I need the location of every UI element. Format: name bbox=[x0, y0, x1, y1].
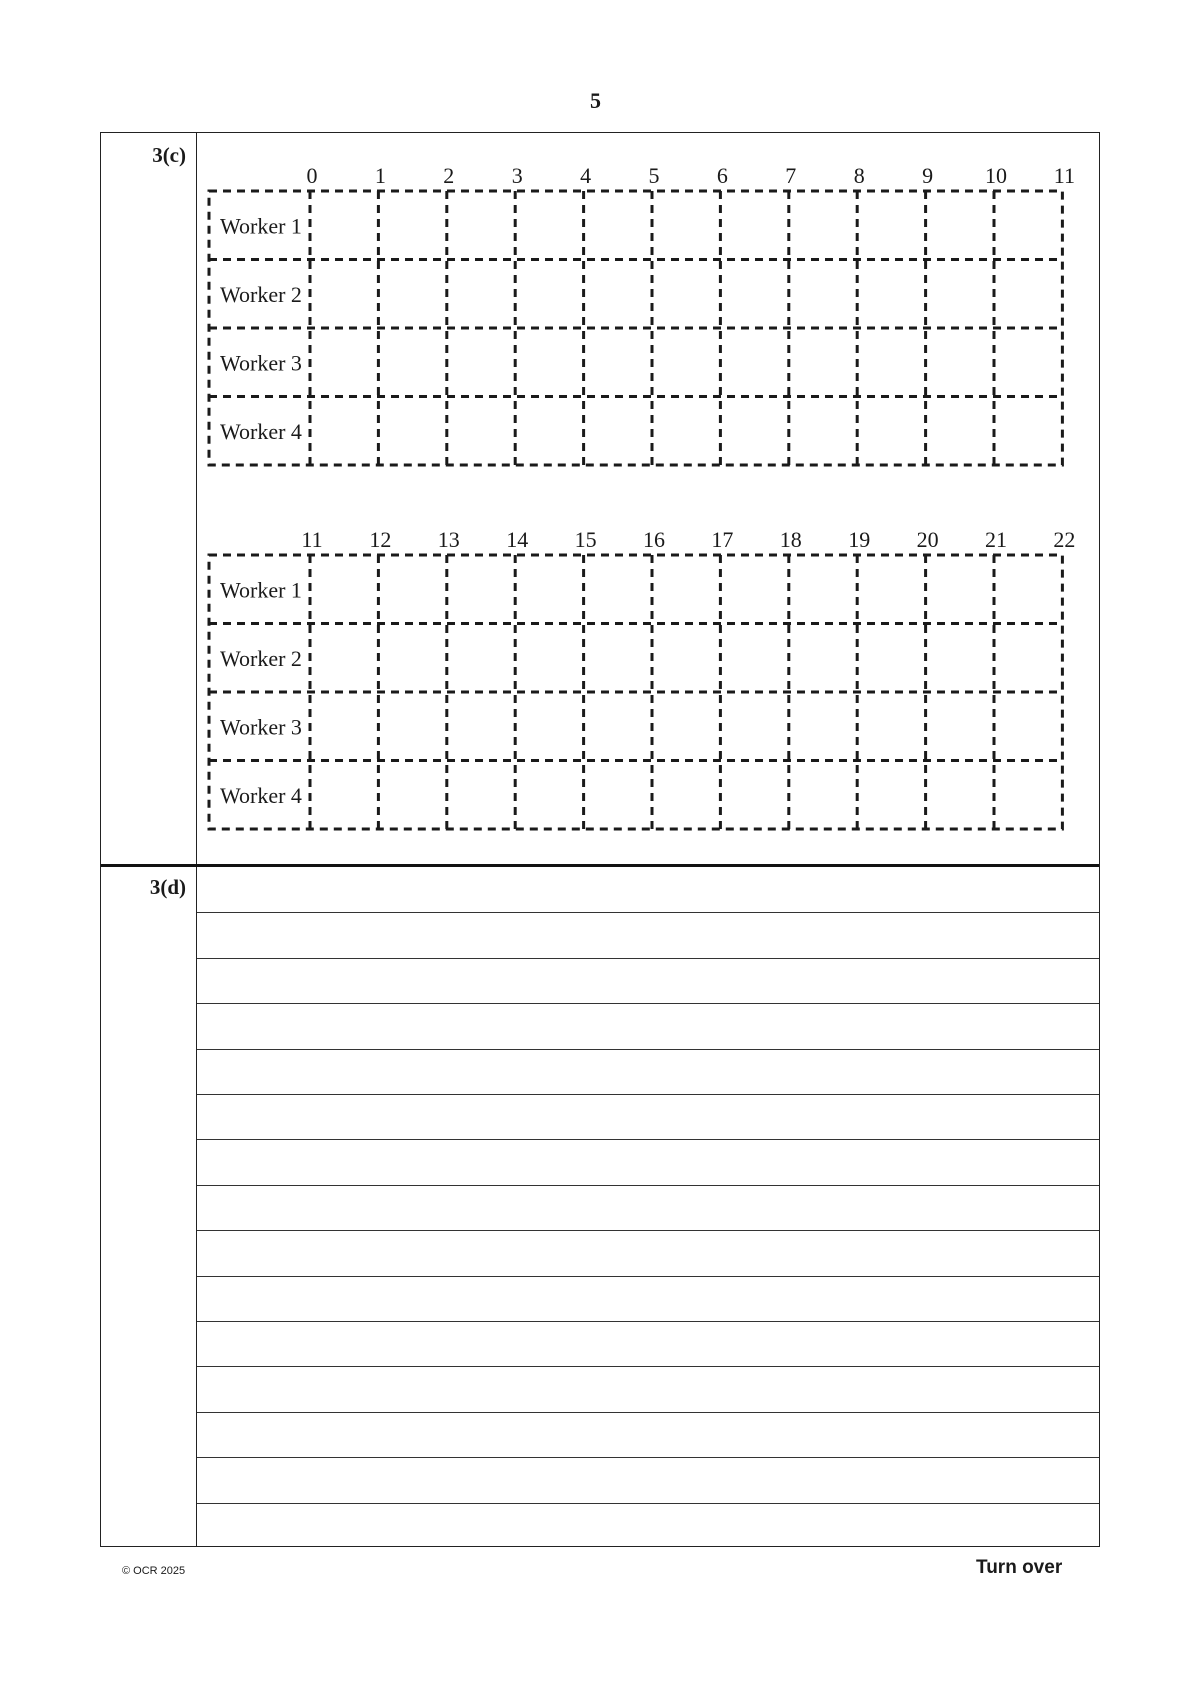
worker-row-label: Worker 4 bbox=[220, 418, 302, 444]
answer-line[interactable] bbox=[197, 1321, 1099, 1322]
answer-line[interactable] bbox=[197, 1412, 1099, 1413]
turn-over-label: Turn over bbox=[976, 1557, 1063, 1578]
question-3c-row bbox=[101, 133, 1099, 864]
answer-line[interactable] bbox=[197, 1276, 1099, 1277]
answer-line[interactable] bbox=[197, 1230, 1099, 1231]
time-tick-label: 1 bbox=[374, 163, 386, 188]
answer-line[interactable] bbox=[197, 1366, 1099, 1367]
time-tick-label: 5 bbox=[648, 163, 660, 188]
answer-line[interactable] bbox=[197, 1003, 1099, 1004]
worker-gantt-grids bbox=[197, 133, 1099, 864]
question-label-column bbox=[101, 867, 197, 1546]
copyright-notice: © OCR 2025 bbox=[122, 1565, 186, 1577]
time-tick-label: 13 bbox=[437, 527, 460, 552]
time-tick-label: 21 bbox=[985, 527, 1007, 552]
time-tick-label: 15 bbox=[574, 527, 597, 552]
question-3d-row bbox=[101, 864, 1099, 1546]
time-tick-label: 14 bbox=[506, 527, 529, 552]
question-3c-label: 3(c) bbox=[152, 143, 186, 167]
worker-row-label: Worker 1 bbox=[220, 213, 302, 239]
answer-line[interactable] bbox=[197, 1503, 1099, 1504]
time-tick-label: 11 bbox=[301, 527, 323, 552]
time-tick-label: 10 bbox=[985, 163, 1007, 188]
time-tick-label: 8 bbox=[853, 163, 865, 188]
time-tick-label: 3 bbox=[511, 163, 523, 188]
time-tick-label: 20 bbox=[916, 527, 939, 552]
question-3c-answer-area bbox=[197, 133, 1099, 864]
answer-line[interactable] bbox=[197, 1049, 1099, 1050]
worker-row-label: Worker 1 bbox=[220, 577, 302, 603]
worker-row-label: Worker 2 bbox=[220, 645, 302, 671]
time-tick-label: 12 bbox=[369, 527, 392, 552]
time-tick-label: 0 bbox=[306, 163, 318, 188]
answer-line[interactable] bbox=[197, 912, 1099, 913]
answer-line[interactable] bbox=[197, 1094, 1099, 1095]
answer-line[interactable] bbox=[197, 1457, 1099, 1458]
time-tick-label: 16 bbox=[643, 527, 665, 552]
time-tick-label: 19 bbox=[848, 527, 871, 552]
worker-row-label: Worker 4 bbox=[220, 782, 302, 808]
question-label-column bbox=[101, 133, 197, 864]
time-tick-label: 2 bbox=[443, 163, 455, 188]
time-tick-label: 6 bbox=[716, 163, 728, 188]
time-tick-label: 11 bbox=[1053, 163, 1075, 188]
worker-row-label: Worker 2 bbox=[220, 281, 302, 307]
time-tick-label: 17 bbox=[711, 527, 734, 552]
time-tick-label: 4 bbox=[580, 163, 592, 188]
answer-line[interactable] bbox=[197, 958, 1099, 959]
time-tick-label: 22 bbox=[1053, 527, 1076, 552]
answer-line[interactable] bbox=[197, 1185, 1099, 1186]
answer-line[interactable] bbox=[197, 1139, 1099, 1140]
worker-row-label: Worker 3 bbox=[220, 350, 302, 376]
time-tick-label: 9 bbox=[922, 163, 934, 188]
time-tick-label: 18 bbox=[779, 527, 802, 552]
page-number: 5 bbox=[590, 88, 601, 113]
question-3d-answer-area[interactable] bbox=[197, 867, 1099, 1546]
time-tick-label: 7 bbox=[785, 163, 797, 188]
question-3d-label: 3(d) bbox=[149, 875, 186, 899]
answer-table bbox=[100, 132, 1100, 1547]
worker-row-label: Worker 3 bbox=[220, 714, 302, 740]
